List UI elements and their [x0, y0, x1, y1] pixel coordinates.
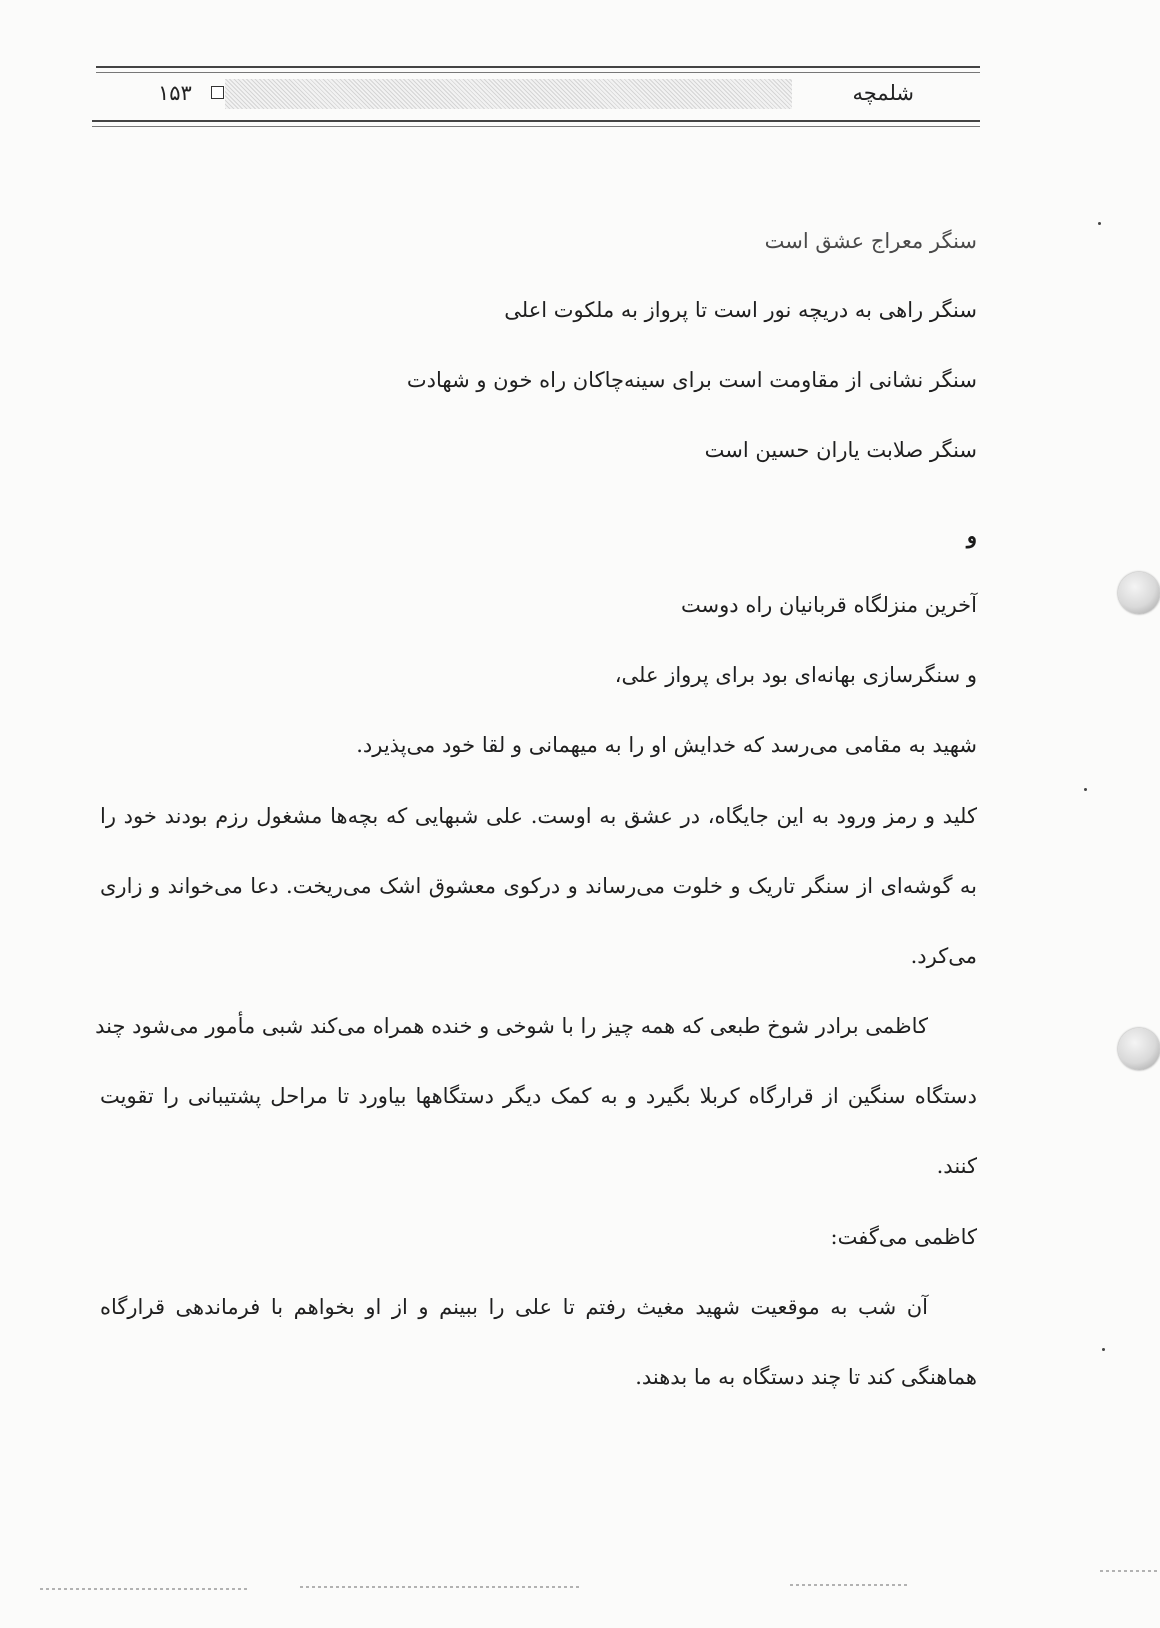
text-line: سنگر صلابت یاران حسین است — [704, 438, 977, 462]
text-line: هماهنگی کند تا چند دستگاه به ما بدهند. — [635, 1365, 977, 1389]
text-line: به گوشه‌ای از سنگر تاریک و خلوت می‌رساند و درکوی معشوق اشک می‌ریخت. دعا می‌خواند و زاری — [100, 874, 977, 898]
text-line: کاظمی می‌گفت: — [830, 1225, 977, 1249]
text-line: سنگر معراج عشق است — [764, 229, 977, 253]
scan-edge-mark — [40, 1588, 250, 1590]
text-line: کنند. — [936, 1154, 977, 1178]
scan-edge-mark — [790, 1584, 910, 1586]
scan-edge-mark — [1100, 1570, 1160, 1572]
running-title: شلمچه — [852, 81, 914, 105]
text-line: آن شب به موقعیت شهید مغیث رفتم تا علی را ببینم و از او بخواهم با فرماندهی قرارگاه — [100, 1295, 928, 1319]
text-line: کلید و رمز ورود به این جایگاه، در عشق به اوست. علی شبهایی که بچه‌ها مشغول رزم بودند خود را — [100, 804, 977, 828]
header-rule-bottom-thin — [92, 126, 980, 127]
header-rule-bottom — [92, 120, 980, 122]
text-line: کاظمی برادر شوخ طبعی که همه چیز را با شوخی و خنده همراه می‌کند شبی مأمور می‌شود چند — [95, 1014, 928, 1038]
text-line: و — [966, 523, 977, 548]
text-line: و سنگرسازی بهانه‌ای بود برای پرواز علی، — [614, 663, 977, 687]
text-line: دستگاه سنگین از قرارگاه کربلا بگیرد و به کمک دیگر دستگاهها بیاورد تا مراحل پشتیبانی را تقویت — [100, 1084, 977, 1108]
text-line: سنگر راهی به دریچه نور است تا پرواز به ملکوت اعلی — [504, 298, 977, 322]
punch-hole — [1118, 572, 1160, 614]
header-rule-top — [96, 66, 980, 68]
page-number: ۱۵۳ — [158, 81, 192, 105]
text-line: سنگر نشانی از مقاومت است برای سینه‌چاکان راه خون و شهادت — [406, 368, 977, 392]
text-line: شهید به مقامی می‌رسد که خدایش او را به میهمانی و لقا خود می‌پذیرد. — [356, 733, 977, 757]
text-line: می‌کرد. — [910, 944, 977, 968]
text-line: آخرین منزلگاه قربانیان راه دوست — [680, 593, 977, 617]
scan-edge-mark — [300, 1586, 580, 1588]
scan-speck — [1102, 1348, 1105, 1351]
scan-speck — [1084, 788, 1087, 791]
scan-speck — [1098, 222, 1101, 225]
header-rule-top-thin — [96, 72, 980, 73]
header-decorative-band — [225, 79, 792, 109]
punch-hole — [1118, 1028, 1160, 1070]
header-square-ornament — [211, 86, 224, 99]
